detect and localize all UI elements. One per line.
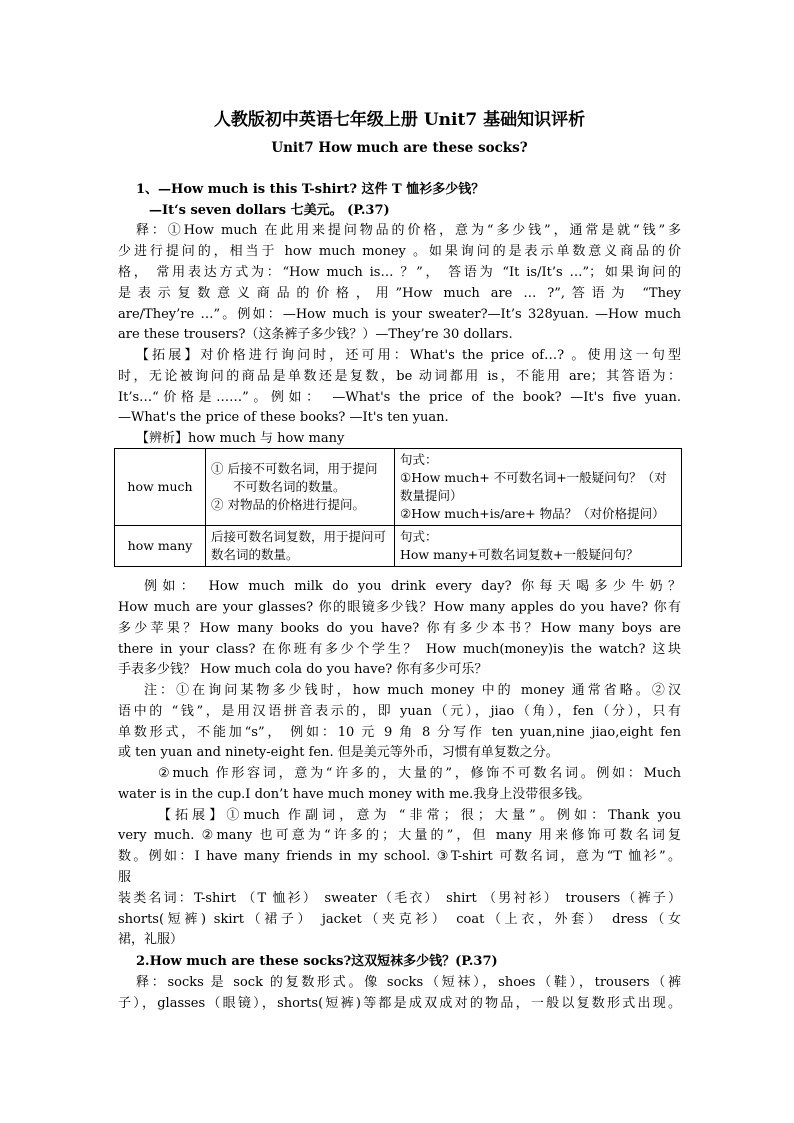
text-line: ②much 作形容词，意为“许多的，大量的”，修饰不可数名词。例如：Much [158, 766, 681, 781]
page-title: 人教版初中英语七年级上册 Unit7 基础知识评析 [213, 110, 586, 130]
table-cell-usage [206, 449, 395, 526]
text-line: shorts(短裤) skirt（裙子） jacket（夹克衫） coat（上衣，外套） dress（女 [118, 912, 681, 927]
text-line: 格， 常用表达方式为：“How much is… ？”， 答语为 “It is/It’s …”；如果询问的 [118, 265, 681, 280]
pattern-item: ②How much+is/are+ 物品？（对价格提问） [400, 506, 665, 521]
text-line: 手表多少钱？ How much cola do you have? 你有多少可乐？ [118, 662, 488, 677]
text-line: are/They’re …”。例如：—How much is your sweater?—It’s 328yuan. —How much [118, 307, 681, 322]
text-line: 裙，礼服） [118, 932, 184, 947]
text-line: 释：socks 是 sock 的复数形式。像 socks（短袜），shoes（鞋），trousers（裤 [136, 975, 681, 990]
pattern-heading: 句式： [400, 452, 438, 467]
text-line: 数。例如：I have many friends in my school. ③T-shirt 可数名词，意为“T 恤衫”。 [118, 849, 681, 864]
comparison-table [114, 448, 682, 567]
text-line: 时，无论被询问的商品是单数还是复数，be 动词都用 is，不能用 are；其答语为： [118, 369, 681, 384]
table-cell-label: how much [115, 449, 206, 526]
text-line: are these trousers?（这条裤子多少钱？）—They’re 30 dollars. [118, 327, 513, 342]
usage-item: ① 后接不可数名词，用于提问不可数名词的数量。 [211, 461, 378, 494]
text-line: 多少苹果？How many books do you have? 你有多少本书？How many boys are [118, 621, 681, 636]
text-line: there in your class? 在你班有多少个学生？ How much(money)is the watch? 这块 [118, 642, 681, 657]
text-line: very much. ②many 也可意为“许多的；大量的”，但 many 用来修饰可数名词复 [118, 828, 681, 843]
text-line: 单数形式，不能加“s”， 例如：10 元 9 角 8 分写作 ten yuan,nine jiao,eight fen [118, 725, 681, 740]
question-1-line: 1、—How much is this T-shirt? 这件 T 恤衫多少钱？ [136, 182, 485, 197]
text-line: —What's the price of these books? —It's ten yuan. [118, 410, 449, 425]
table-cell-label: how many [115, 526, 206, 567]
text-line: 【拓展】对价格进行询问时，还可用：What's the price of…? 。使用这一句型 [136, 348, 681, 363]
unit-subtitle: Unit7 How much are these socks? [271, 140, 528, 156]
table-row [115, 449, 682, 526]
text-line: How much are your glasses? 你的眼镜多少钱？How many apples do you have? 你有 [118, 600, 681, 615]
table-cell-pattern [395, 526, 682, 567]
text-line: 装类名词：T-shirt （T 恤衫） sweater（毛衣） shirt （男衬衫） trousers（裤子） [118, 891, 681, 906]
table-cell-pattern [395, 449, 682, 526]
text-line: 语中的 “钱”，是用汉语拼音表示的，即 yuan（元），jiao（角），fen（分），只有 [118, 704, 681, 719]
text-line: 注：①在询问某物多少钱时，how much money 中的 money 通常省略。②汉 [144, 683, 681, 698]
text-line: 释：①How much 在此用来提问物品的价格，意为“多少钱”，通常是就“钱”多 [136, 223, 681, 238]
pattern-item: ①How much+ 不可数名词+一般疑问句？（对数量提问） [400, 470, 667, 503]
text-line: 【辨析】how much 与 how many [136, 431, 345, 446]
table-cell-usage: 后接可数名词复数，用于提问可数名词的数量。 [206, 526, 395, 567]
text-line: 【拓展】①much 作副词，意为 “非常；很；大量”。例如：Thank you [158, 808, 681, 823]
text-line: 子），glasses（眼镜），shorts(短裤)等都是成双成对的物品，一般以复数形式出现。 [118, 996, 681, 1011]
table-row [115, 526, 682, 567]
text-line: 是表示复数意义商品的价格，用”How much are … ?”,答语为 “They [118, 286, 681, 301]
pattern-heading: 句式： [400, 529, 438, 544]
text-line: 服 [118, 870, 132, 885]
answer-1-line: —It‘s seven dollars 七美元。 (P.37) [149, 203, 390, 218]
text-line: water is in the cup.I don’t have much money with me.我身上没带很多钱。 [118, 787, 591, 802]
text-line: 例如： How much milk do you drink every day? 你每天喝多少牛奶？ [144, 579, 681, 594]
text-line: 或 ten yuan and ninety-eight fen. 但是美元等外币，习惯有单复数之分。 [118, 745, 559, 760]
text-line: It’s…“价格是……”。例如： —What's the price of the book? —It's five yuan. [118, 390, 681, 405]
question-2-line: 2.How much are these socks?这双短袜多少钱？(P.37) [136, 954, 498, 969]
pattern-item: How many+可数名词复数+一般疑问句？ [400, 547, 639, 562]
usage-item: ② 对物品的价格进行提问。 [211, 497, 365, 512]
text-line: 少进行提问的，相当于 how much money 。如果询问的是表示单数意义商品的价 [118, 244, 681, 259]
